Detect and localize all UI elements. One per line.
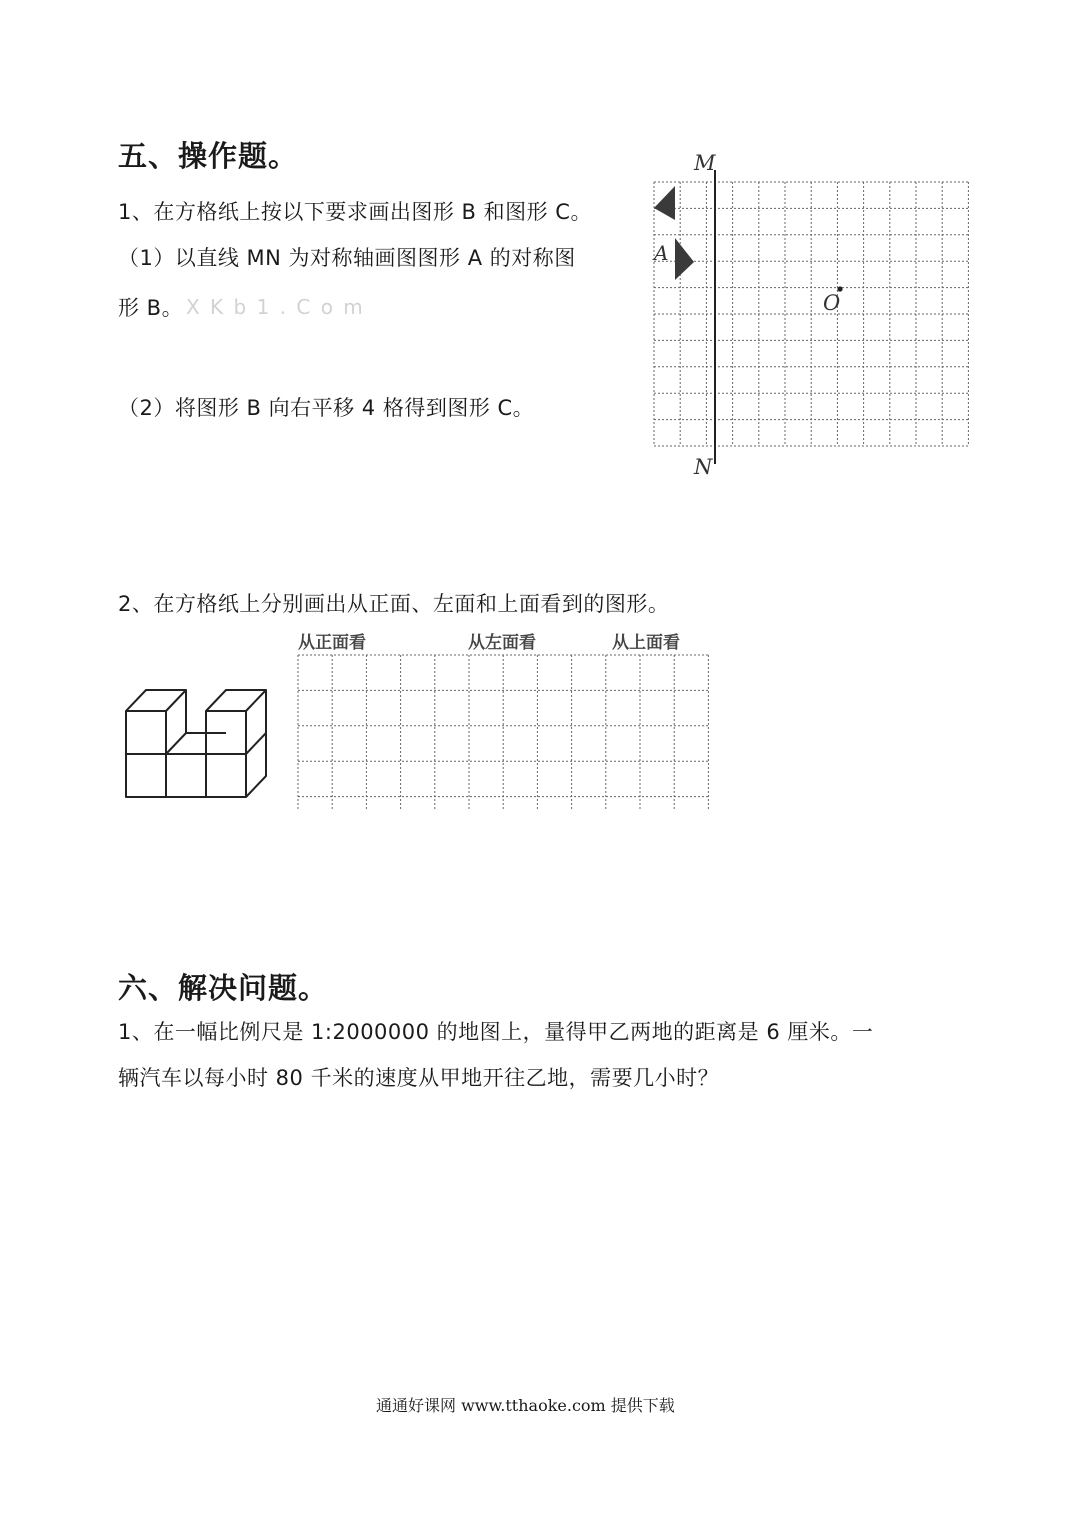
cube-top-left xyxy=(126,711,166,754)
cube-right-mid-edge xyxy=(246,733,266,754)
cube-top-left-top-face xyxy=(126,690,186,711)
label-a: A xyxy=(654,241,669,265)
view-label-front: 从正面看 xyxy=(298,633,366,653)
section-heading-problem-solving: 六、解决问题。 xyxy=(118,971,329,1005)
view-label-top: 从上面看 xyxy=(612,633,680,653)
section-heading-operations: 五、操作题。 xyxy=(118,139,299,173)
question-1-part-2: （2）将图形 B 向右平移 4 格得到图形 C。 xyxy=(118,396,535,420)
cube-bottom-right xyxy=(206,754,246,797)
label-o: O xyxy=(823,291,841,315)
question-1-title: 1、在方格纸上按以下要求画出图形 B 和图形 C。 xyxy=(118,200,592,224)
problem-1-line-2: 辆汽车以每小时 80 千米的速度从甲地开往乙地，需要几小时？ xyxy=(118,1066,720,1090)
symmetry-grid-figure xyxy=(648,148,978,488)
cube-middle-top-face xyxy=(166,733,226,754)
cube-stack-figure xyxy=(120,682,280,806)
cube-bottom-left xyxy=(126,754,166,797)
views-grid xyxy=(298,655,708,810)
cube-top-right-top-face xyxy=(206,690,266,711)
cube-bottom-middle xyxy=(166,754,206,797)
question-1-part-1-line-2: 形 B。 xyxy=(118,296,184,320)
symmetry-grid xyxy=(654,182,968,446)
view-label-left: 从左面看 xyxy=(468,633,536,653)
question-2-title: 2、在方格纸上分别画出从正面、左面和上面看到的图形。 xyxy=(118,592,670,616)
problem-1-line-1: 1、在一幅比例尺是 1:2000000 的地图上，量得甲乙两地的距离是 6 厘米。一 xyxy=(118,1020,874,1044)
question-1-part-1-line-1: （1）以直线 MN 为对称轴画图图形 A 的对称图 xyxy=(118,246,576,270)
shape-a-lower-triangle xyxy=(675,238,694,280)
label-n: N xyxy=(694,455,713,479)
shape-a-upper-triangle xyxy=(654,186,675,220)
views-grid-figure xyxy=(292,624,717,810)
watermark: X K b 1 . C o m xyxy=(186,295,365,319)
page-footer: 通通好课网 www.tthaoke.com 提供下载 xyxy=(376,1396,675,1415)
label-m: M xyxy=(694,151,716,175)
